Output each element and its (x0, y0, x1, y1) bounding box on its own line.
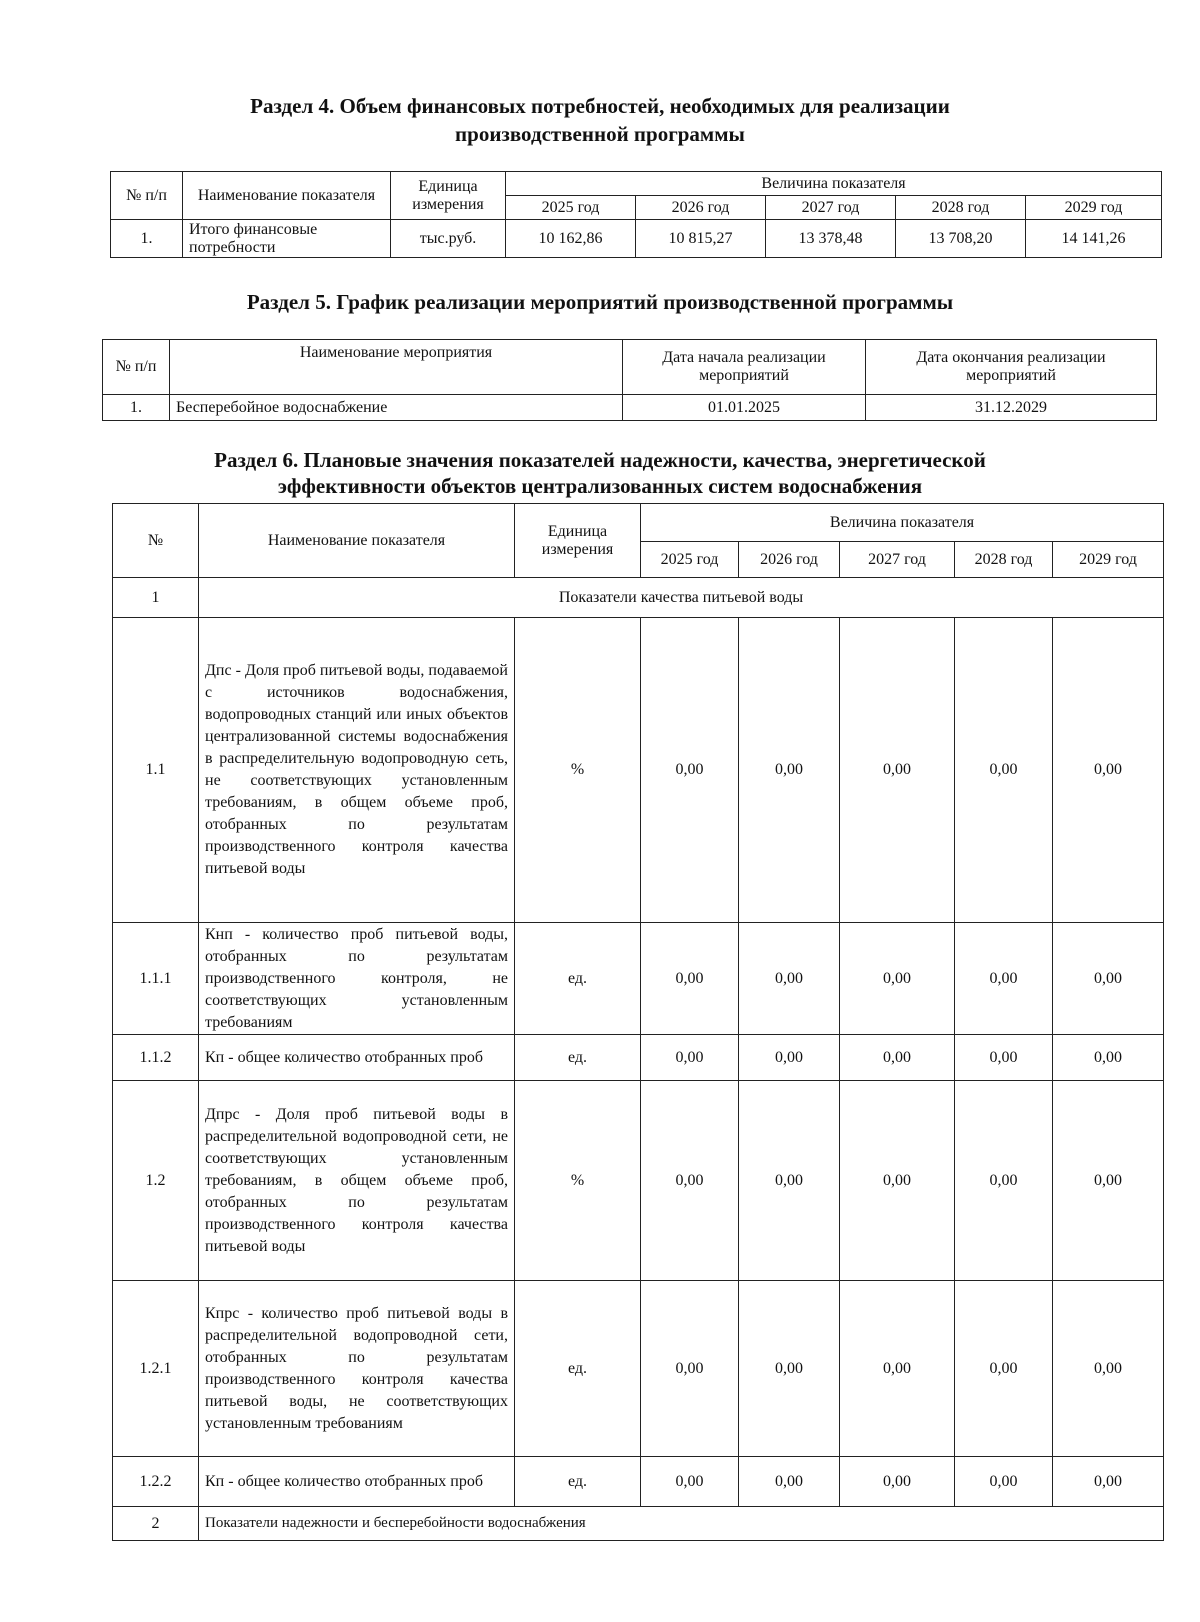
row-num: 1.1 (113, 618, 199, 923)
row-value: 0,00 (840, 618, 955, 923)
row-value: 0,00 (739, 1457, 840, 1507)
header-num: № п/п (111, 172, 183, 220)
indicators-table (112, 503, 1164, 1541)
section6-title-line1: Раздел 6. Плановые значения показателей надежности, качества, энергетической (214, 448, 986, 472)
row-unit: тыс.руб. (391, 220, 506, 258)
row-start: 01.01.2025 (623, 395, 866, 421)
row-name: Дпс - Доля проб питьевой воды, подаваемой с источников водоснабжения, водопроводных станций или иных объектов централизованной системы водоснабжения в распределительную водопроводную сеть, не соответствующих установленным требованиям, в общем объеме проб, отобранных по результатам производственного контроля качества питьевой воды (199, 618, 515, 923)
row-value: 0,00 (955, 1281, 1053, 1457)
row-unit: ед. (515, 1457, 641, 1507)
header-year: 2026 год (739, 542, 840, 578)
header-num: № п/п (103, 340, 170, 395)
section4-title-line1: Раздел 4. Объем финансовых потребностей, необходимых для реализации (250, 94, 950, 118)
header-name: Наименование показателя (183, 172, 391, 220)
row-value: 0,00 (641, 923, 739, 1035)
row-value: 10 162,86 (506, 220, 636, 258)
row-name: Кнп - количество проб питьевой воды, отобранных по результатам производственного контроля, не соответствующих установленным требованиям (199, 923, 515, 1035)
header-year: 2029 год (1026, 196, 1162, 220)
row-value: 0,00 (955, 923, 1053, 1035)
row-value: 13 708,20 (896, 220, 1026, 258)
row-value: 0,00 (840, 1035, 955, 1081)
row-value: 0,00 (955, 1457, 1053, 1507)
row-value: 0,00 (1053, 618, 1164, 923)
row-unit: % (515, 618, 641, 923)
row-value: 0,00 (739, 1281, 840, 1457)
row-num: 1.1.1 (113, 923, 199, 1035)
row-value: 0,00 (1053, 1281, 1164, 1457)
finance-table (110, 171, 1162, 258)
header-year: 2028 год (896, 196, 1026, 220)
row-value: 0,00 (955, 1081, 1053, 1281)
row-value: 0,00 (1053, 1035, 1164, 1081)
row-value: 0,00 (641, 618, 739, 923)
header-name: Наименование мероприятия (170, 340, 623, 395)
header-year: 2029 год (1053, 542, 1164, 578)
header-unit: Единица измерения (515, 504, 641, 578)
row-name: Дпрс - Доля проб питьевой воды в распределительной водопроводной сети, не соответствующих установленным требованиям, в общем объеме проб, отобранных по результатам производственного контроля качества питьевой воды (199, 1081, 515, 1281)
row-name: Кп - общее количество отобранных проб (199, 1457, 515, 1507)
row-value: 0,00 (739, 1081, 840, 1281)
header-end: Дата окончания реализации мероприятий (866, 340, 1157, 395)
header-value: Величина показателя (641, 504, 1164, 542)
row-value: 0,00 (1053, 923, 1164, 1035)
row-value: 13 378,48 (766, 220, 896, 258)
row-name: Кпрс - количество проб питьевой воды в распределительной водопроводной сети, отобранных по результатам производственного контроля качества питьевой воды, не соответствующих установленным требованиям (199, 1281, 515, 1457)
row-value: 14 141,26 (1026, 220, 1162, 258)
header-unit: Единица измерения (391, 172, 506, 220)
row-value: 0,00 (739, 618, 840, 923)
header-year: 2026 год (636, 196, 766, 220)
row-unit: ед. (515, 1281, 641, 1457)
row-value: 0,00 (955, 618, 1053, 923)
row-value: 10 815,27 (636, 220, 766, 258)
row-value: 0,00 (641, 1457, 739, 1507)
group-num: 1 (113, 578, 199, 618)
row-end: 31.12.2029 (866, 395, 1157, 421)
row-num: 1.2 (113, 1081, 199, 1281)
row-value: 0,00 (739, 923, 840, 1035)
row-name: Кп - общее количество отобранных проб (199, 1035, 515, 1081)
row-name: Бесперебойное водоснабжение (170, 395, 623, 421)
row-unit: ед. (515, 923, 641, 1035)
row-value: 0,00 (739, 1035, 840, 1081)
row-num: 1.2.1 (113, 1281, 199, 1457)
row-name: Итого финансовые потребности (183, 220, 391, 258)
row-value: 0,00 (641, 1081, 739, 1281)
section5-title: Раздел 5. График реализации мероприятий производственной программы (246, 290, 954, 314)
row-value: 0,00 (641, 1281, 739, 1457)
row-value: 0,00 (840, 1457, 955, 1507)
header-year: 2027 год (840, 542, 955, 578)
section6-title-line2: эффективности объектов централизованных систем водоснабжения (277, 474, 923, 498)
row-value: 0,00 (1053, 1457, 1164, 1507)
row-value: 0,00 (641, 1035, 739, 1081)
header-name: Наименование показателя (199, 504, 515, 578)
header-year: 2027 год (766, 196, 896, 220)
schedule-table (102, 339, 1157, 421)
row-value: 0,00 (840, 923, 955, 1035)
group-label: Показатели надежности и бесперебойности водоснабжения (199, 1507, 1164, 1541)
header-year: 2025 год (641, 542, 739, 578)
row-value: 0,00 (840, 1081, 955, 1281)
row-value: 0,00 (955, 1035, 1053, 1081)
row-value: 0,00 (840, 1281, 955, 1457)
row-num: 1. (103, 395, 170, 421)
section4-title-line2: производственной программы (455, 122, 745, 146)
row-unit: % (515, 1081, 641, 1281)
row-num: 1.2.2 (113, 1457, 199, 1507)
header-year: 2025 год (506, 196, 636, 220)
group-label: Показатели качества питьевой воды (199, 578, 1164, 618)
header-year: 2028 год (955, 542, 1053, 578)
header-start: Дата начала реализации мероприятий (623, 340, 866, 395)
row-num: 1.1.2 (113, 1035, 199, 1081)
header-value: Величина показателя (506, 172, 1162, 196)
row-value: 0,00 (1053, 1081, 1164, 1281)
group-num: 2 (113, 1507, 199, 1541)
header-num: № (113, 504, 199, 578)
row-unit: ед. (515, 1035, 641, 1081)
row-num: 1. (111, 220, 183, 258)
